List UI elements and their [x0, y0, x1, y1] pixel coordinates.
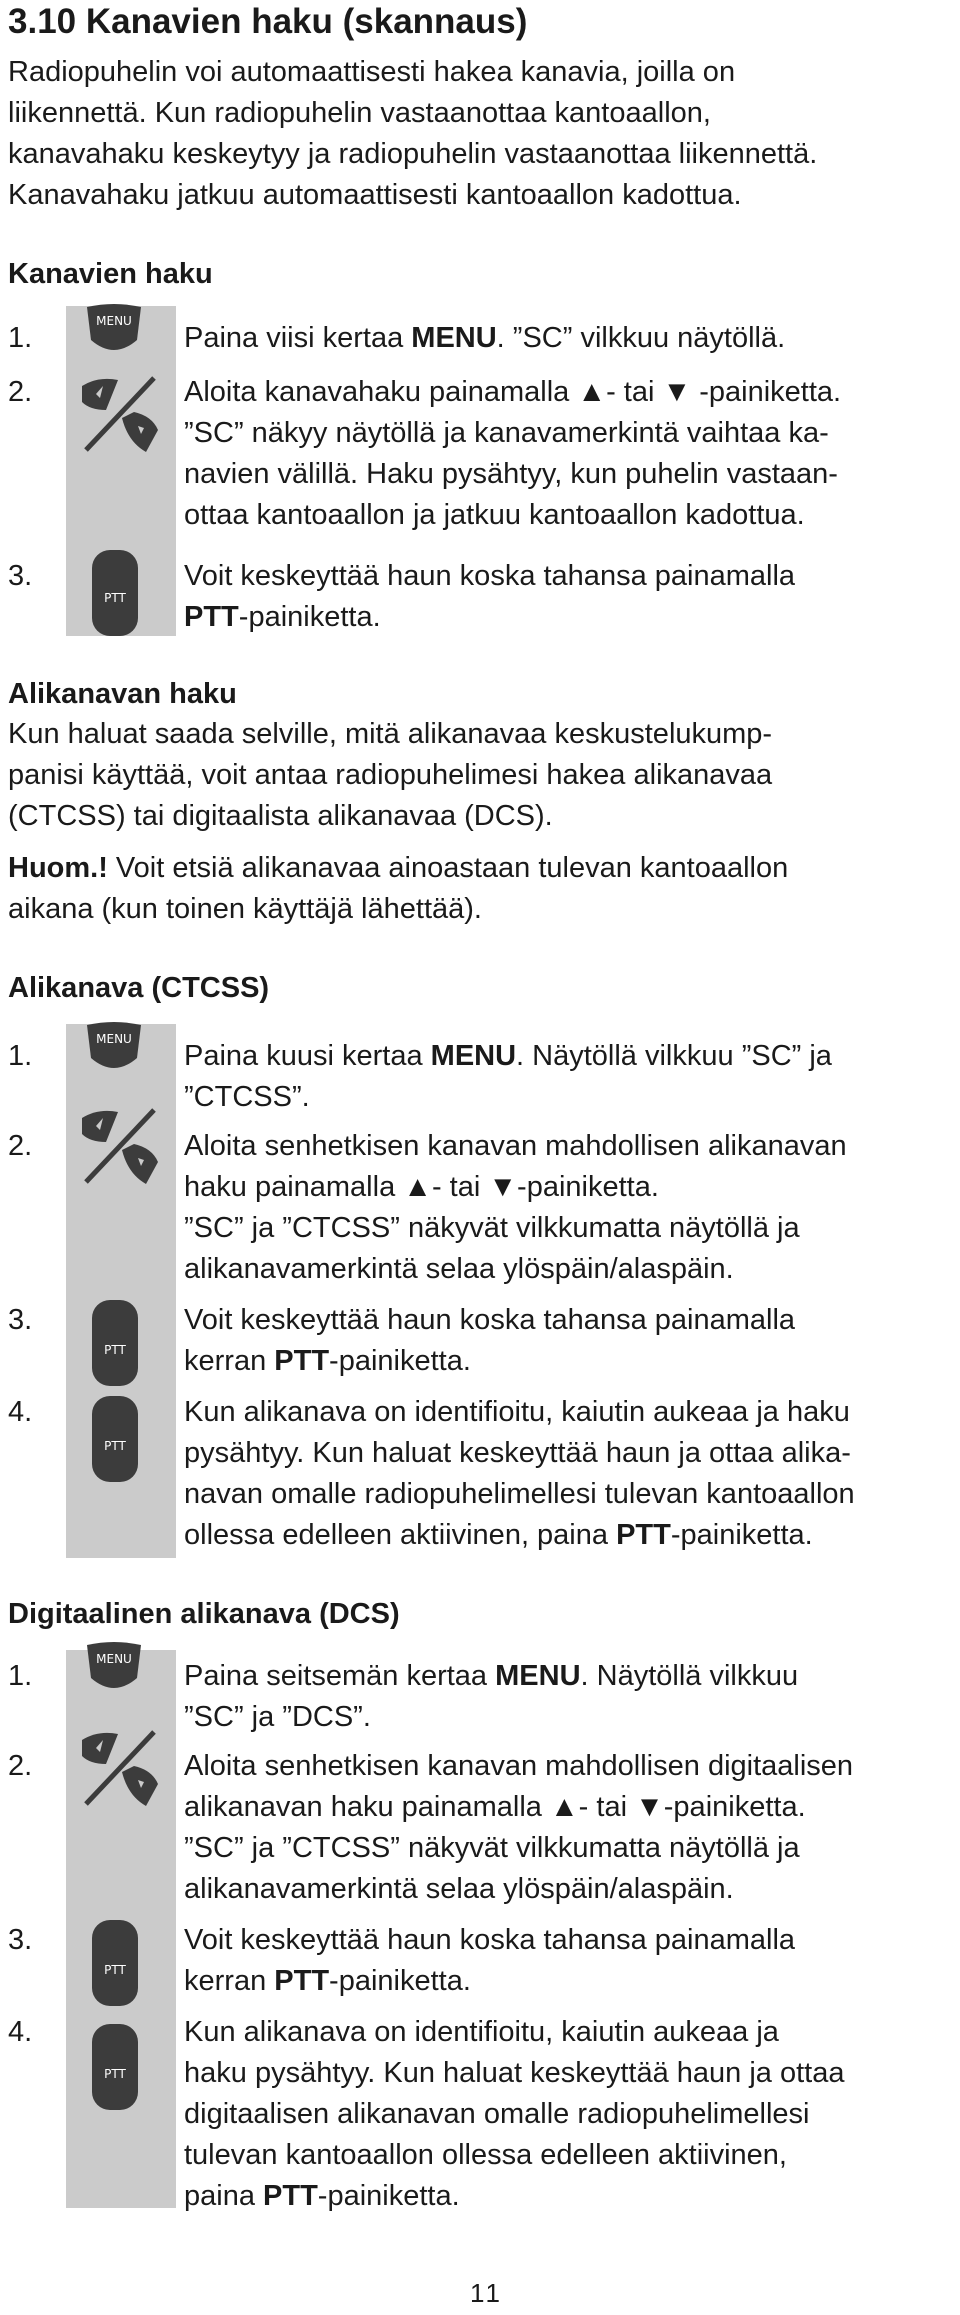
step-text-segment: navien välillä. Haku pysähtyy, kun puhelin vastaan- [184, 458, 838, 490]
step-line [184, 1208, 954, 1249]
step-text-segment: ”SC” ja ”DCS”. [184, 1701, 371, 1733]
step-number: 3. [8, 1924, 33, 1956]
step-line [184, 1656, 954, 1697]
step-text [184, 1126, 954, 1290]
step-text-segment: ”SC” näkyy näytöllä ja kanavamerkintä vaihtaa ka- [184, 417, 829, 449]
step-text-segment: -painiketta. [329, 1345, 471, 1377]
step-text-segment: -painiketta. [670, 1519, 813, 1551]
note-line [8, 848, 948, 889]
subchannel-paragraph [8, 714, 948, 837]
step-text [184, 372, 954, 536]
step-text-segment: . ”SC” vilkkuu näytöllä. [496, 322, 786, 354]
step-line [184, 1341, 954, 1382]
step-number: 1. [8, 1660, 33, 1692]
key-name: PTT [263, 2180, 318, 2212]
ptt-key-icon [92, 1396, 138, 1482]
step-line [184, 1392, 954, 1433]
step-text-segment: -painiketta. [238, 601, 381, 633]
step-line [184, 1249, 954, 1290]
step-line [184, 1961, 954, 2002]
step-line [184, 1077, 954, 1118]
step-line [184, 597, 954, 638]
step-line [184, 413, 954, 454]
step-line [184, 1920, 954, 1961]
step-line [184, 2135, 954, 2176]
step-text-segment: Paina seitsemän kertaa [184, 1660, 496, 1692]
step-line [184, 1474, 954, 1515]
arrow-keys-icon [80, 1728, 160, 1808]
subchannel-scan-heading: Alikanavan haku [8, 678, 237, 710]
step-text [184, 556, 954, 638]
key-name: MENU [495, 1660, 581, 1692]
step-line [184, 1126, 954, 1167]
step-text [184, 1656, 954, 1738]
step-text-segment: Kun alikanava on identifioitu, kaiutin aukeaa ja haku [184, 1396, 850, 1428]
step-text-segment: alikanavamerkintä selaa ylöspäin/alaspäin. [184, 1873, 734, 1905]
note-paragraph [8, 848, 948, 930]
step-text-segment: kerran [184, 1345, 275, 1377]
step-number: 2. [8, 376, 33, 408]
step-text-segment: digitaalisen alikanavan omalle radiopuhelimellesi [184, 2098, 810, 2130]
step-text-segment: ollessa edelleen aktiivinen, paina [184, 1519, 617, 1551]
ptt-key-label: PTT [104, 1439, 126, 1453]
step-text-segment: . Näytöllä vilkkuu [580, 1660, 799, 1692]
ptt-key-icon [92, 1920, 138, 2006]
step-text-segment: Paina kuusi kertaa [184, 1040, 431, 1072]
step-line [184, 372, 954, 413]
menu-key-icon [84, 302, 144, 358]
step-text [184, 1746, 954, 1910]
step-line [184, 318, 954, 359]
step-text-segment: Voit keskeyttää haun koska tahansa painamalla [184, 1924, 796, 1956]
step-text-segment: Paina viisi kertaa [184, 322, 412, 354]
key-name: PTT [184, 601, 239, 633]
step-text [184, 2012, 954, 2217]
step-line [184, 2053, 954, 2094]
subchannel-line: Kun haluat saada selville, mitä alikanavaa keskustelukump- [8, 718, 773, 750]
ptt-key-icon [92, 2024, 138, 2110]
step-text-segment: paina [184, 2180, 264, 2212]
step-text-segment: -painiketta. [317, 2180, 460, 2212]
step-text-segment: ”CTCSS”. [184, 1081, 310, 1113]
step-text-segment: Kun alikanava on identifioitu, kaiutin aukeaa ja [184, 2016, 779, 2048]
menu-key-label: MENU [96, 314, 132, 328]
note-line: aikana (kun toinen käyttäjä lähettää). [8, 893, 482, 925]
step-number: 3. [8, 1304, 33, 1336]
step-text-segment: . Näytöllä vilkkuu ”SC” ja [516, 1040, 832, 1072]
step-text-segment: kerran [184, 1965, 275, 1997]
key-name: MENU [430, 1040, 517, 1072]
key-name: PTT [274, 1345, 330, 1377]
step-text [184, 1036, 954, 1118]
step-number: 4. [8, 2016, 33, 2048]
note-label: Huom.! [8, 852, 108, 884]
subchannel-line: (CTCSS) tai digitaalista alikanavaa (DCS). [8, 800, 553, 832]
key-name: PTT [274, 1965, 330, 1997]
step-line [184, 1515, 954, 1556]
intro-line: kanavahaku keskeytyy ja radiopuhelin vastaanottaa liikennettä. [8, 138, 818, 170]
key-name: MENU [411, 322, 497, 354]
step-text-segment: Aloita senhetkisen kanavan mahdollisen alikanavan [184, 1130, 847, 1162]
step-line [184, 454, 954, 495]
step-line [184, 2094, 954, 2135]
step-text-segment: Aloita senhetkisen kanavan mahdollisen digitaalisen [184, 1750, 854, 1782]
step-line [184, 1746, 954, 1787]
step-number: 2. [8, 1750, 33, 1782]
step-number: 2. [8, 1130, 33, 1162]
step-text-segment: navan omalle radiopuhelimellesi tulevan kantoaallon [184, 1478, 855, 1510]
step-text-segment: alikanavamerkintä selaa ylöspäin/alaspäin. [184, 1253, 734, 1285]
intro-paragraph [8, 52, 948, 216]
step-number: 3. [8, 560, 33, 592]
step-text-segment: tulevan kantoaallon ollessa edelleen aktiivinen, [184, 2139, 787, 2171]
intro-line: Kanavahaku jatkuu automaattisesti kantoaallon kadottua. [8, 179, 742, 211]
step-line [184, 1300, 954, 1341]
step-text-segment: ”SC” ja ”CTCSS” näkyvät vilkkumatta näytöllä ja [184, 1832, 800, 1864]
menu-key-label: MENU [96, 1032, 132, 1046]
step-text [184, 1392, 954, 1556]
intro-line: Radiopuhelin voi automaattisesti hakea kanavia, joilla on [8, 56, 736, 88]
step-number: 1. [8, 1040, 33, 1072]
menu-key-label: MENU [96, 1652, 132, 1666]
step-line [184, 1036, 954, 1077]
step-text-segment: ottaa kantoaallon ja jatkuu kantoaallon kadottua. [184, 499, 805, 531]
step-text-segment: Aloita kanavahaku painamalla ▲- tai ▼ -painiketta. [184, 376, 842, 408]
step-text-segment: ”SC” ja ”CTCSS” näkyvät vilkkumatta näytöllä ja [184, 1212, 800, 1244]
step-text [184, 1300, 954, 1382]
key-name: PTT [616, 1519, 671, 1551]
step-number: 1. [8, 322, 33, 354]
intro-line: liikennettä. Kun radiopuhelin vastaanottaa kantoaallon, [8, 97, 711, 129]
step-text-segment: pysähtyy. Kun haluat keskeyttää haun ja ottaa alika- [184, 1437, 851, 1469]
step-line [184, 2176, 954, 2217]
step-number: 4. [8, 1396, 33, 1428]
step-line [184, 2012, 954, 2053]
ptt-key-icon [92, 550, 138, 636]
step-text-segment: haku painamalla ▲- tai ▼-painiketta. [184, 1171, 659, 1203]
dcs-heading: Digitaalinen alikanava (DCS) [8, 1598, 400, 1630]
step-text [184, 1920, 954, 2002]
ctcss-heading: Alikanava (CTCSS) [8, 972, 270, 1004]
menu-key-icon [84, 1020, 144, 1076]
section-title: 3.10 Kanavien haku (skannaus) [8, 2, 528, 41]
step-text-segment: -painiketta. [329, 1965, 471, 1997]
page-number: 11 [470, 2278, 503, 2308]
subchannel-line: panisi käyttää, voit antaa radiopuhelimesi hakea alikanavaa [8, 759, 773, 791]
note-text: Voit etsiä alikanavaa ainoastaan tulevan kantoaallon [107, 852, 789, 884]
step-line [184, 1828, 954, 1869]
channel-scan-heading: Kanavien haku [8, 258, 213, 290]
step-text-segment: Voit keskeyttää haun koska tahansa painamalla [184, 560, 796, 592]
step-line [184, 1433, 954, 1474]
step-line [184, 1869, 954, 1910]
ptt-key-label: PTT [104, 2067, 126, 2081]
ptt-key-label: PTT [104, 1343, 126, 1357]
ptt-key-icon [92, 1300, 138, 1386]
arrow-keys-icon [80, 374, 160, 454]
step-text-segment: haku pysähtyy. Kun haluat keskeyttää haun ja ottaa [184, 2057, 845, 2089]
step-text-segment: Voit keskeyttää haun koska tahansa painamalla [184, 1304, 796, 1336]
ptt-key-label: PTT [104, 591, 126, 605]
step-line [184, 1697, 954, 1738]
step-line [184, 556, 954, 597]
step-text [184, 318, 954, 359]
step-text-segment: alikanavan haku painamalla ▲- tai ▼-painiketta. [184, 1791, 806, 1823]
step-line [184, 1787, 954, 1828]
ptt-key-label: PTT [104, 1963, 126, 1977]
step-line [184, 495, 954, 536]
step-line [184, 1167, 954, 1208]
menu-key-icon [84, 1640, 144, 1696]
arrow-keys-icon [80, 1106, 160, 1186]
